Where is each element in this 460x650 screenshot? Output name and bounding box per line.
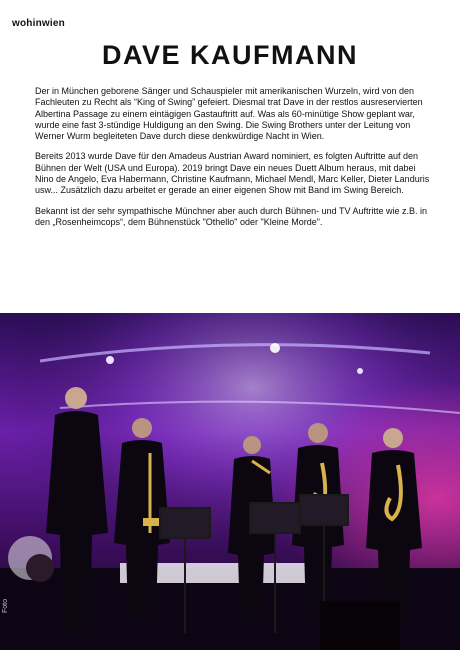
article-body [35, 86, 430, 237]
brand-logo: wohinwien [12, 18, 65, 29]
paragraph-3: Bekannt ist der sehr sympathische Münchner aber auch durch Bühnen- und TV Auftritte wie z.B. in den „Rosenheimcops“, dem Bühnenstück "Othello" oder "Kleine Morde". [35, 205, 428, 227]
paragraph-1: Der in München geborene Sänger und Schauspieler mit amerikanischen Wurzeln, wird von den Fachleuten zu Recht als “King of Swing” gefeiert. Diesmal trat Dave in der restlos ausreservierten Albertina Passage zu einem eintägigen Gastauftritt auf. Was als 60-minütige Show geplant war, wurde eine fast 3-stündige Huldigung an den Swing. Die Swing Brothers unter der Leitung von Werner Wurm begleiteten Dave durch diese denkwürdige Nacht in Wien. [35, 86, 423, 142]
paragraph-2: Bereits 2013 wurde Dave für den Amadeus Austrian Award nominiert, es folgten Auftritte auf den Bühnen der Welt (USA und Europa). 2019 bringt Dave ein neues Duett Album heraus, mit dabei Nino de Angelo, Eva Habermann, Christine Kaufmann, Michael Mendl, Marc Keller, Dieter Landuris usw... Zusätzlich dazu arbeitet er gerade an einer eigenen Show mit Band im Swing Bereich. [35, 151, 430, 196]
concert-photo [0, 313, 460, 650]
page-title: DAVE KAUFMANN [102, 40, 358, 70]
photo-credit: Foto [2, 598, 9, 613]
